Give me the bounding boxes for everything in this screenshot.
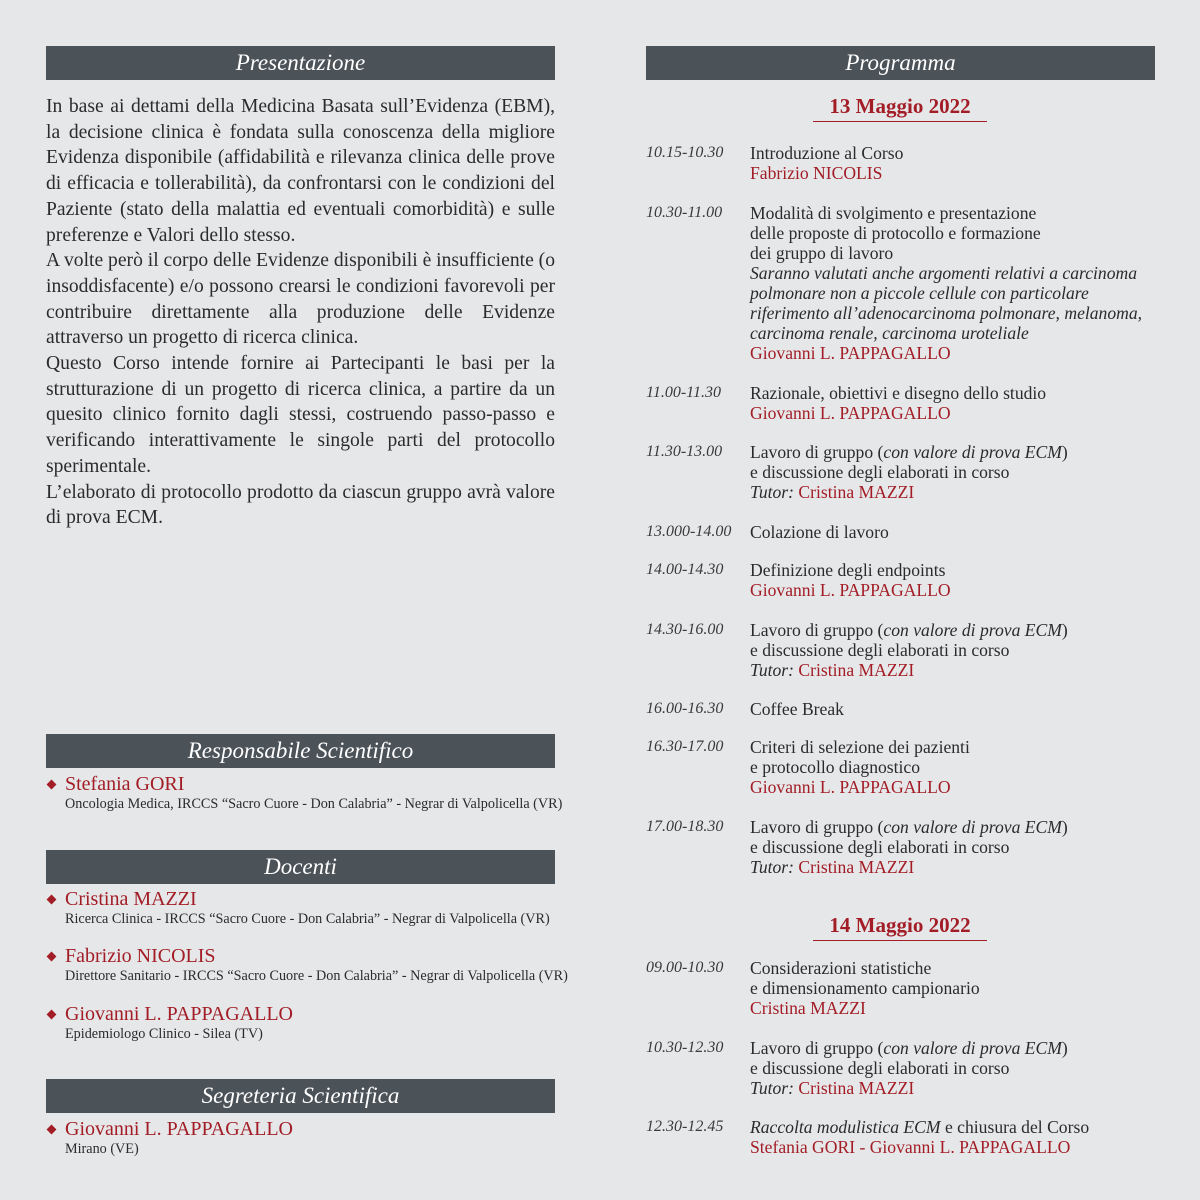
day-date: 13 Maggio 2022 — [813, 93, 987, 122]
program-speaker: Cristina MAZZI — [798, 1078, 915, 1098]
program-speaker: Giovanni L. PAPPAGALLO — [750, 580, 951, 600]
program-note: Saranno valutati anche argomenti relativi a carcinoma — [750, 263, 1138, 283]
diamond-bullet-icon — [47, 894, 57, 904]
responsabile-title: Responsabile Scientifico — [187, 738, 414, 763]
program-time: 16.00-16.30 — [646, 700, 724, 717]
program-title: Raccolta modulistica ECM e chiusura del Corso — [750, 1117, 1090, 1137]
programma-header — [646, 46, 1155, 80]
program-title: e discussione degli elaborati in corso — [750, 462, 1010, 482]
program-title: e protocollo diagnostico — [750, 757, 921, 777]
segreteria-header — [46, 1079, 555, 1113]
intro-paragraph: L’elaborato di protocollo prodotto da ciascun gruppo avrà valore di prova ECM. — [46, 481, 555, 529]
person-name: Stefania GORI — [65, 773, 185, 795]
program-title: Considerazioni statistiche — [750, 958, 932, 978]
program-title: Modalità di svolgimento e presentazione — [750, 203, 1037, 223]
diamond-bullet-icon — [47, 951, 57, 961]
program-speaker: Stefania GORI - Giovanni L. PAPPAGALLO — [750, 1137, 1071, 1157]
program-time: 10.15-10.30 — [646, 144, 724, 161]
person-entry — [46, 945, 568, 985]
program-title: e discussione degli elaborati in corso — [750, 1058, 1010, 1078]
program-title: Lavoro di gruppo (con valore di prova ECM) — [750, 442, 1068, 462]
person-affiliation: Ricerca Clinica - IRCCS “Sacro Cuore - Don Calabria” - Negrar di Valpolicella (VR) — [65, 911, 550, 927]
program-speaker: Giovanni L. PAPPAGALLO — [750, 343, 951, 363]
program-speaker: Cristina MAZZI — [798, 482, 915, 502]
program-time: 09.00-10.30 — [646, 959, 724, 976]
program-speaker: Fabrizio NICOLIS — [750, 163, 883, 183]
program-title: Lavoro di gruppo (con valore di prova ECM) — [750, 1038, 1068, 1058]
program-speaker: Giovanni L. PAPPAGALLO — [750, 777, 951, 797]
tutor-label: Tutor: — [750, 857, 795, 877]
person-affiliation: Epidemiologo Clinico - Silea (TV) — [65, 1026, 263, 1042]
intro-paragraph: Questo Corso intende fornire ai Partecipanti le basi per la strutturazione di un progetto di ricerca clinica, a partire da un quesito clinico fornito dagli stessi, costruendo passo-passo e verificando interattivamente le singole parti del protocollo sperimentale. — [46, 353, 555, 477]
program-title: e dimensionamento campionario — [750, 978, 980, 998]
program-time: 14.00-14.30 — [646, 561, 724, 578]
program-time: 11.00-11.30 — [646, 384, 721, 401]
program-title: Lavoro di gruppo (con valore di prova ECM) — [750, 817, 1068, 837]
intro-paragraph: A volte però il corpo delle Evidenze disponibili è insufficiente (o insoddisfacente) e/o possono crearsi le condizioni favorevoli per contribuire direttamente alla produzione delle Evidenze attraverso un progetto di ricerca clinica. — [46, 250, 555, 349]
program-time: 11.30-13.00 — [646, 443, 723, 460]
program-time: 17.00-18.30 — [646, 818, 724, 835]
program-title: Introduzione al Corso — [750, 143, 904, 163]
responsabile-header — [46, 734, 555, 768]
program-title: e discussione degli elaborati in corso — [750, 837, 1010, 857]
program-time: 10.30-12.30 — [646, 1039, 724, 1056]
presentazione-header — [46, 46, 555, 80]
program-title: dei gruppo di lavoro — [750, 243, 894, 263]
program-time: 10.30-11.00 — [646, 204, 723, 221]
program-speaker: Cristina MAZZI — [798, 857, 915, 877]
program-speaker: Cristina MAZZI — [798, 660, 915, 680]
program-time: 16.30-17.00 — [646, 738, 724, 755]
program-note: carcinoma renale, carcinoma uroteliale — [750, 323, 1029, 343]
person-affiliation: Mirano (VE) — [65, 1141, 139, 1157]
diamond-bullet-icon — [47, 1124, 57, 1134]
program-title: Colazione di lavoro — [750, 522, 889, 542]
tutor-label: Tutor: — [750, 1078, 795, 1098]
person-name: Giovanni L. PAPPAGALLO — [65, 1118, 293, 1140]
person-name: Fabrizio NICOLIS — [65, 945, 216, 967]
tutor-label: Tutor: — [750, 482, 795, 502]
program-title: e discussione degli elaborati in corso — [750, 640, 1010, 660]
diamond-bullet-icon — [47, 1009, 57, 1019]
program-title: delle proposte di protocollo e formazione — [750, 223, 1041, 243]
program-title: Definizione degli endpoints — [750, 560, 946, 580]
presentazione-text — [46, 94, 555, 531]
program-speaker: Cristina MAZZI — [750, 998, 866, 1018]
program-title: Coffee Break — [750, 699, 844, 719]
diamond-bullet-icon — [47, 779, 57, 789]
day-date: 14 Maggio 2022 — [813, 912, 987, 941]
intro-paragraph: In base ai dettami della Medicina Basata sull’Evidenza (EBM), la decisione clinica è fondata sulla conoscenza della migliore Evidenza disponibile (affidabilità e rilevanza clinica delle prove di efficacia e tollerabilità), da confrontarsi con le condizioni del Paziente (stato della malattia ed eventuali comorbidità) e sulle preferenze e Valori dello stesso. — [46, 96, 555, 246]
program-title: Razionale, obiettivi e disegno dello studio — [750, 383, 1047, 403]
program-time: 14.30-16.00 — [646, 621, 724, 638]
program-title: Lavoro di gruppo (con valore di prova ECM) — [750, 620, 1068, 640]
program-time: 13.000-14.00 — [646, 523, 732, 540]
segreteria-title: Segreteria Scientifica — [201, 1083, 400, 1108]
person-name: Giovanni L. PAPPAGALLO — [65, 1003, 293, 1025]
person-affiliation: Direttore Sanitario - IRCCS “Sacro Cuore - Don Calabria” - Negrar di Valpolicella (VR) — [65, 968, 568, 984]
docenti-title: Docenti — [264, 854, 337, 879]
program-note: polmonare non a piccole cellule con particolare — [750, 283, 1089, 303]
docenti-header — [46, 850, 555, 884]
person-entry — [46, 773, 562, 813]
tutor-label: Tutor: — [750, 660, 795, 680]
person-entry — [46, 1118, 293, 1158]
program-note: riferimento all’adenocarcinoma polmonare, melanoma, — [750, 303, 1143, 323]
person-entry — [46, 1003, 293, 1043]
person-name: Cristina MAZZI — [65, 888, 197, 910]
programma-title: Programma — [845, 50, 956, 75]
program-speaker: Giovanni L. PAPPAGALLO — [750, 403, 951, 423]
program-title: Criteri di selezione dei pazienti — [750, 737, 970, 757]
person-affiliation: Oncologia Medica, IRCCS “Sacro Cuore - Don Calabria” - Negrar di Valpolicella (VR) — [65, 796, 563, 812]
program-time: 12.30-12.45 — [646, 1118, 724, 1135]
person-entry — [46, 888, 550, 928]
presentazione-title: Presentazione — [235, 50, 366, 75]
